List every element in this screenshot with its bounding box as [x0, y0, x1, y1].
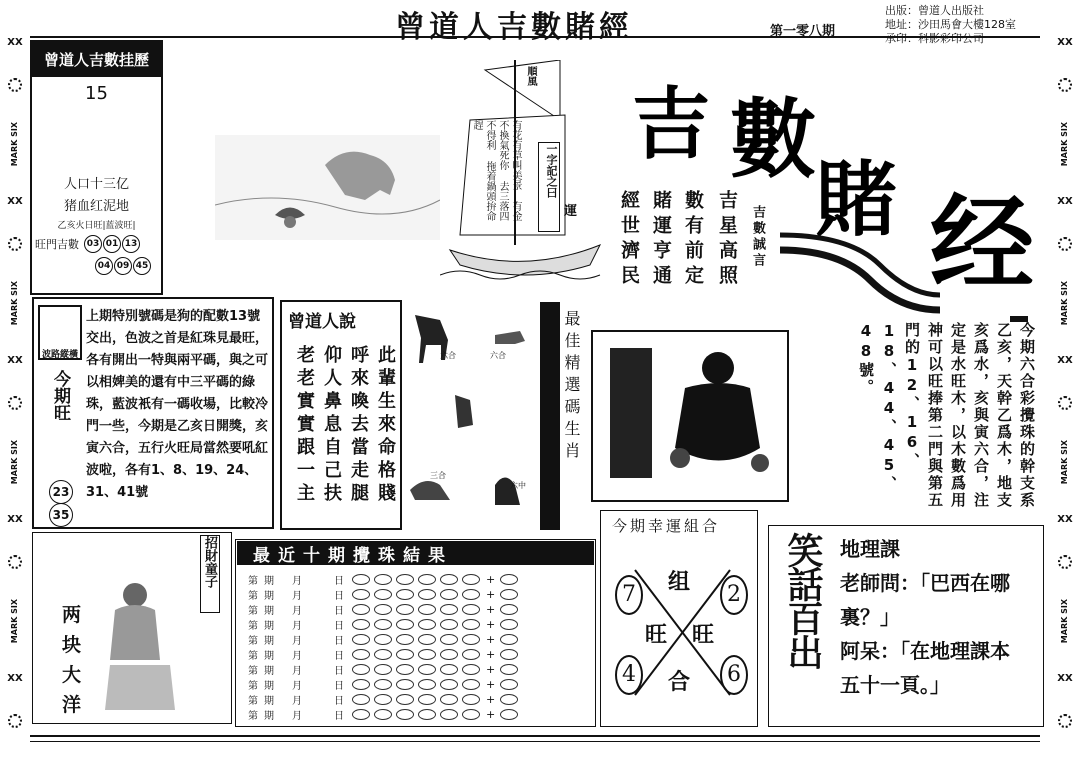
result-ball: [418, 709, 436, 720]
result-ball: [352, 664, 370, 675]
result-ball: [462, 619, 480, 630]
result-ball: [396, 649, 414, 660]
calendar-panel: 曾道人吉數挂歷 15 人口十三亿 猪血红泥地 乙亥火日旺|蓝波旺| 旺門吉數 03 01 13 04 09 45: [30, 40, 163, 295]
results-row: 第期 月 日 +: [248, 617, 522, 632]
result-ball: [374, 634, 392, 645]
left-analysis-text: 上期特別號碼是狗的配數13號交出，色波之首是紅珠見最旺，各有開出一特與兩平碼，與之可以相婢美的還有中三平碼的綠珠，藍波衹有一碼收場，比較冷門一些，今期是乙亥日開獎，亥寅六合，五行火旺局當然要吼紅波啦，各有1、8、19、24、31、41號: [86, 309, 269, 500]
flower-icon: [8, 78, 22, 92]
result-ball: [418, 604, 436, 615]
joke-text: 地理課 老師問：「巴西在哪 裏？」 阿呆：「在地理課本 五十一頁。」: [840, 537, 1010, 697]
result-ball: [352, 604, 370, 615]
flower-icon: [8, 714, 22, 728]
result-ball: [418, 574, 436, 585]
flower-icon: [8, 396, 22, 410]
result-ball: [352, 694, 370, 705]
one-word-box: 一字記之曰: [538, 142, 560, 232]
sailboat-illustration: [440, 60, 610, 285]
result-ball: [418, 589, 436, 600]
flower-icon: [1058, 714, 1072, 728]
result-ball: [440, 694, 458, 705]
poem-heading: 吉數誠言: [750, 205, 765, 269]
result-ball: [374, 649, 392, 660]
result-special-ball: [500, 679, 518, 690]
result-ball: [440, 619, 458, 630]
flower-icon: [8, 555, 22, 569]
result-ball: [352, 679, 370, 690]
right-analysis-text: 今期六合彩攪珠的幹支系乙亥，天幹乙爲木，地支亥爲水，亥與寅六合，注定是水旺木，以木數爲用神可以旺捧第二門與第五門的12、16、18、44、45、48號。: [857, 322, 1036, 509]
footer-rule: [30, 735, 1040, 737]
result-ball: [418, 664, 436, 675]
calendar-sketch: [32, 104, 161, 174]
result-special-ball: [500, 634, 518, 645]
flower-icon: [1058, 555, 1072, 569]
result-ball: [440, 709, 458, 720]
brush-title-jing: 经: [930, 182, 1035, 305]
swirl-decoration: [780, 180, 940, 320]
result-ball: [396, 664, 414, 675]
result-ball: [396, 619, 414, 630]
newspaper-title: 曾道人吉數賭經: [395, 10, 633, 45]
results-row: 第期 月 日 +: [248, 602, 522, 617]
flower-icon: [1058, 396, 1072, 410]
result-ball: [396, 679, 414, 690]
brush-title-shu: 數: [730, 89, 816, 190]
result-ball: [462, 649, 480, 660]
header-rule: [30, 36, 1040, 38]
landscape-illustration: [215, 95, 440, 240]
result-ball: [418, 619, 436, 630]
results-row: 第期 月 日 +: [248, 677, 522, 692]
result-ball: [396, 694, 414, 705]
best-zodiac-strip-dark: [540, 302, 560, 530]
combo-title: 今期幸運組合: [612, 517, 721, 535]
results-row: 第期 月 日 +: [248, 707, 522, 722]
result-ball: [374, 619, 392, 630]
results-title: 最近十期攪珠結果: [237, 541, 594, 565]
sail-poem: 有花有草叫美景 有金不換氣死你 去三落四不得利 拖着鍋頭拚命趕: [471, 120, 521, 221]
issue-number: 第一零八期: [770, 24, 836, 39]
sayings-heading: 曾道人說: [288, 312, 356, 332]
result-ball: [396, 574, 414, 585]
result-special-ball: [500, 604, 518, 615]
result-special-ball: [500, 649, 518, 660]
result-ball: [440, 574, 458, 585]
result-ball: [352, 634, 370, 645]
result-ball: [396, 604, 414, 615]
result-ball: [462, 634, 480, 645]
flower-icon: [8, 237, 22, 251]
result-ball: [352, 709, 370, 720]
calendar-day: 15: [85, 83, 108, 104]
result-special-ball: [500, 694, 518, 705]
lucky-numbers-row: 旺門吉數 03 01 13: [32, 235, 161, 253]
flower-icon: [1058, 237, 1072, 251]
result-special-ball: [500, 589, 518, 600]
result-ball: [440, 679, 458, 690]
result-ball: [374, 709, 392, 720]
left-side-strip: XX MARK SIX XX MARK SIX XX MARK SIX XX MARK SIX XX: [4, 38, 26, 728]
result-ball: [374, 694, 392, 705]
right-side-strip: XX MARK SIX XX MARK SIX XX MARK SIX XX MARK SIX XX: [1054, 38, 1076, 728]
result-ball: [440, 589, 458, 600]
result-ball: [462, 709, 480, 720]
result-ball: [396, 589, 414, 600]
result-special-ball: [500, 709, 518, 720]
result-ball: [352, 649, 370, 660]
flower-icon: [1058, 78, 1072, 92]
joke-badge: 笑話百出: [782, 532, 823, 668]
results-row: 第期 月 日 +: [248, 587, 522, 602]
result-ball: [374, 574, 392, 585]
wave-badge: 波路縱橫: [38, 305, 82, 360]
zodiac-panel: [405, 300, 535, 530]
children-badge: 招財童子: [200, 535, 220, 613]
result-ball: [462, 679, 480, 690]
results-row: 第期 月 日 +: [248, 692, 522, 707]
result-ball: [462, 664, 480, 675]
result-ball: [462, 589, 480, 600]
brush-title-du: 賭: [815, 152, 898, 248]
result-ball: [374, 589, 392, 600]
result-ball: [396, 634, 414, 645]
results-row: 第期 月 日 +: [248, 647, 522, 662]
result-ball: [374, 664, 392, 675]
result-ball: [374, 604, 392, 615]
result-ball: [462, 694, 480, 705]
result-ball: [352, 589, 370, 600]
result-special-ball: [500, 664, 518, 675]
result-ball: [352, 619, 370, 630]
result-ball: [352, 574, 370, 585]
result-ball: [418, 634, 436, 645]
brush-title-ji: 吉: [632, 79, 711, 170]
result-special-ball: [500, 574, 518, 585]
result-special-ball: [500, 619, 518, 630]
result-ball: [440, 664, 458, 675]
result-ball: [418, 679, 436, 690]
result-ball: [462, 574, 480, 585]
result-ball: [462, 604, 480, 615]
results-row: 第期 月 日 +: [248, 662, 522, 677]
calendar-title: 曾道人吉數挂歷: [32, 42, 161, 77]
result-ball: [440, 634, 458, 645]
result-ball: [418, 649, 436, 660]
results-row: 第期 月 日 +: [248, 632, 522, 647]
children-illustration: [95, 570, 185, 720]
result-ball: [374, 679, 392, 690]
result-ball: [396, 709, 414, 720]
result-ball: [440, 649, 458, 660]
children-caption: 两块大洋: [62, 604, 86, 716]
best-zodiac-text: 最佳精選碼生肖: [562, 310, 581, 464]
results-row: 第期 月 日 +: [248, 572, 522, 587]
result-ball: [440, 604, 458, 615]
result-ball: [418, 694, 436, 705]
deity-illustration: [600, 338, 782, 496]
publisher-info: 出版：曾道人出版社 地址：沙田馬會大樓128室 承印：科影彩印公司: [885, 4, 1016, 45]
